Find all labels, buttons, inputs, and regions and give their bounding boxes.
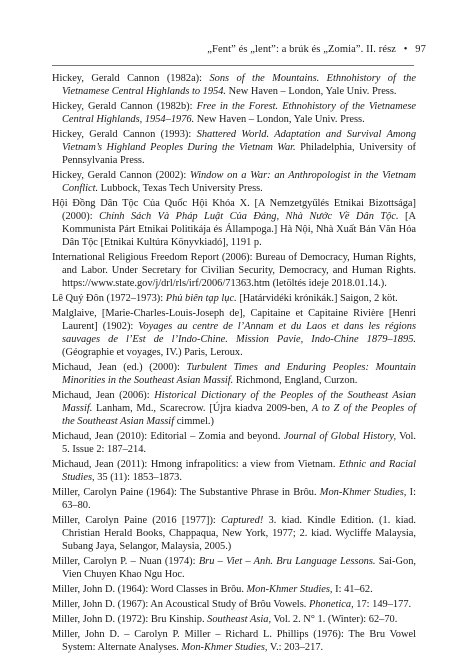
reference-text: Hickey, Gerald Cannon (1982b): bbox=[52, 101, 197, 112]
reference-text: 3. kiad. Kindle Edition. (1. kiad. Christian Herald Books, Chappaqua, New York, 1977; 2. kiad. Wycliffe Malaysia, Subang Jaya, Selangor, Malaysia, 2005.) bbox=[62, 515, 416, 552]
reference-entry bbox=[52, 292, 416, 305]
reference-title: Chính Sách Và Pháp Luật Của Đảng, Nhà Nước Về Dân Tộc. bbox=[99, 211, 399, 222]
reference-entry bbox=[52, 628, 416, 654]
reference-text: (Géographie et voyages, IV.) Paris, Leroux. bbox=[62, 347, 243, 358]
reference-entry bbox=[52, 128, 416, 167]
reference-title: Voyages au centre de l’Annam et du Laos et dans les régions sauvages de l’Est de l’Indo-Chine. Mission Pavie, Indo-Chine 1879–1895. bbox=[62, 321, 416, 345]
reference-entry bbox=[52, 72, 416, 98]
reference-title: Mon-Khmer Studies, bbox=[319, 487, 407, 498]
header-rule bbox=[52, 65, 414, 66]
reference-entry bbox=[52, 197, 416, 249]
reference-text: Philadelphia, University of Pennsylvania Press. bbox=[62, 142, 416, 166]
reference-text: Malglaive, [Marie-Charles-Louis-Joseph de], Capitaine et Capitaine Rivière [Henri Laurent] (1902): bbox=[52, 308, 416, 332]
reference-text: Michaud, Jean (2011): Hmong infrapolitics: a view from Vietnam. bbox=[52, 459, 340, 470]
reference-title: Historical Dictionary of the Peoples of the Southeast Asian Massif. bbox=[62, 390, 416, 414]
reference-text: Miller, John D. – Carolyn P. Miller – Richard L. Phillips (1976): The Bru Vowel System: Alternate Analyses. bbox=[52, 629, 416, 653]
reference-text: New Haven – London, Yale Univ. Press. bbox=[194, 114, 365, 125]
running-head bbox=[207, 44, 426, 55]
running-head-title: „Fent” és „lent”: a brúk és „Zomia”. II. rész bbox=[207, 44, 397, 55]
reference-text: Lubbock, Texas Tech University Press. bbox=[98, 183, 263, 194]
reference-title: Window on a War: an Anthropologist in the Vietnam Conflict. bbox=[62, 170, 416, 194]
reference-entry bbox=[52, 361, 416, 387]
reference-text: I: 63–80. bbox=[62, 487, 416, 511]
reference-text: Miller, John D. (1967): An Acoustical Study of Brôu Vowels. bbox=[52, 599, 309, 610]
reference-text: Richmond, England, Curzon. bbox=[233, 375, 358, 386]
reference-text: I: 41–62. bbox=[332, 584, 373, 595]
reference-text: Lê Quý Đôn (1972–1973): bbox=[52, 293, 166, 304]
reference-title: Southeast Asia, bbox=[207, 614, 272, 625]
reference-text: Hickey, Gerald Cannon (1993): bbox=[52, 129, 197, 140]
reference-text: Michaud, Jean (2010): Editorial – Zomia and beyond. bbox=[52, 431, 284, 442]
reference-text: Miller, Carolyn P. – Nuan (1974): bbox=[52, 556, 199, 567]
reference-text: 17: 149–177. bbox=[353, 599, 412, 610]
reference-text: Miller, John D. (1964): Word Classes in Brôu. bbox=[52, 584, 247, 595]
reference-entry bbox=[52, 169, 416, 195]
reference-title: Sons of the Mountains. Ethnohistory of the Vietnamese Central Highlands to 1954. bbox=[62, 73, 416, 97]
reference-title: Bru – Viet – Anh. Bru Language Lessons. bbox=[198, 556, 376, 567]
reference-title: Mon-Khmer Studies, bbox=[246, 584, 333, 595]
reference-title: Ethnic and Racial Studies, bbox=[62, 459, 416, 483]
reference-entry bbox=[52, 251, 416, 290]
reference-text: cimmel.) bbox=[174, 416, 214, 427]
reference-text: V.: 203–217. bbox=[267, 642, 324, 653]
reference-text: 35 (11): 1853–1873. bbox=[94, 472, 182, 483]
page-number: 97 bbox=[415, 44, 426, 55]
reference-entry bbox=[52, 100, 416, 126]
reference-text: International Religious Freedom Report (2006): Bureau of Democracy, Human Rights, and Labor. Under Secretary for Civilian Security, Democracy, and Human Rights. https://www.state.gov/j/drl/rls/irf/2006/71363.htm (letöltés ideje 2018.01.14.). bbox=[52, 252, 416, 289]
reference-text: New Haven – London, Yale Univ. Press. bbox=[226, 86, 397, 97]
reference-text: [A Kommunista Párt Etnikai Politikája és Állampoga.] Hà Nội, Nhà Xuất Bản Văn Hóa Dân Tộc [Etnikai Kultúra Könyvkiadó], 1191 p. bbox=[62, 211, 417, 248]
reference-title: Free in the Forest. Ethnohistory of the Vietnamese Central Highlands, 1954–1976. bbox=[62, 101, 416, 125]
reference-text: Sai-Gon, Vien Chuyen Khao Ngu Hoc. bbox=[62, 556, 417, 580]
reference-list bbox=[52, 72, 416, 656]
reference-entry bbox=[52, 583, 416, 596]
reference-entry bbox=[52, 458, 416, 484]
reference-text: Hội Đồng Dân Tộc Của Quốc Hội Khóa X. [A Nemzetgyűlés Etnikai Bizottsága] (2000): bbox=[52, 198, 416, 222]
reference-entry bbox=[52, 307, 416, 359]
reference-text: Miller, John D. (1972): Bru Kinship. bbox=[52, 614, 208, 625]
running-head-separator: • bbox=[403, 44, 408, 55]
reference-title: Shattered World. Adaptation and Survival Among Vietnam’s Highland Peoples During the Vietnam War. bbox=[62, 129, 417, 153]
reference-entry bbox=[52, 514, 416, 553]
reference-entry bbox=[52, 598, 416, 611]
reference-entry bbox=[52, 430, 416, 456]
reference-text: Vol. 2. N° 1. (Winter): 62–70. bbox=[271, 614, 398, 625]
reference-title: Mon-Khmer Studies, bbox=[181, 642, 268, 653]
reference-text: Michaud, Jean (ed.) (2000): bbox=[52, 362, 187, 373]
reference-text: [Határvidéki krónikák.] Saigon, 2 köt. bbox=[236, 293, 398, 304]
reference-entry bbox=[52, 613, 416, 626]
reference-title: Phủ biên tạp lục. bbox=[165, 293, 237, 304]
reference-entry bbox=[52, 555, 416, 581]
reference-text: Vol. 5. Issue 2: 187–214. bbox=[62, 431, 417, 455]
reference-entry bbox=[52, 486, 416, 512]
reference-text: Hickey, Gerald Cannon (2002): bbox=[52, 170, 190, 181]
reference-entry bbox=[52, 389, 416, 428]
reference-title: Captured! bbox=[220, 515, 264, 526]
reference-title: Journal of Global History, bbox=[283, 431, 397, 442]
reference-text: Miller, Carolyn Paine (2016 [1977]): bbox=[52, 515, 221, 526]
reference-title: A to Z of the Peoples of the Southeast Asian Massif bbox=[62, 403, 417, 427]
reference-text: Michaud, Jean (2006): bbox=[52, 390, 155, 401]
reference-title: Turbulent Times and Enduring Peoples: Mountain Minorities in the Southeast Asian Massif. bbox=[62, 362, 416, 386]
reference-title: Phonetica, bbox=[308, 599, 354, 610]
reference-text: Hickey, Gerald Cannon (1982a): bbox=[52, 73, 210, 84]
reference-text: Miller, Carolyn Paine (1964): The Substantive Phrase in Brôu. bbox=[52, 487, 320, 498]
reference-text: Lanham, Md., Scarecrow. [Újra kiadva 2009-ben, bbox=[92, 403, 312, 414]
